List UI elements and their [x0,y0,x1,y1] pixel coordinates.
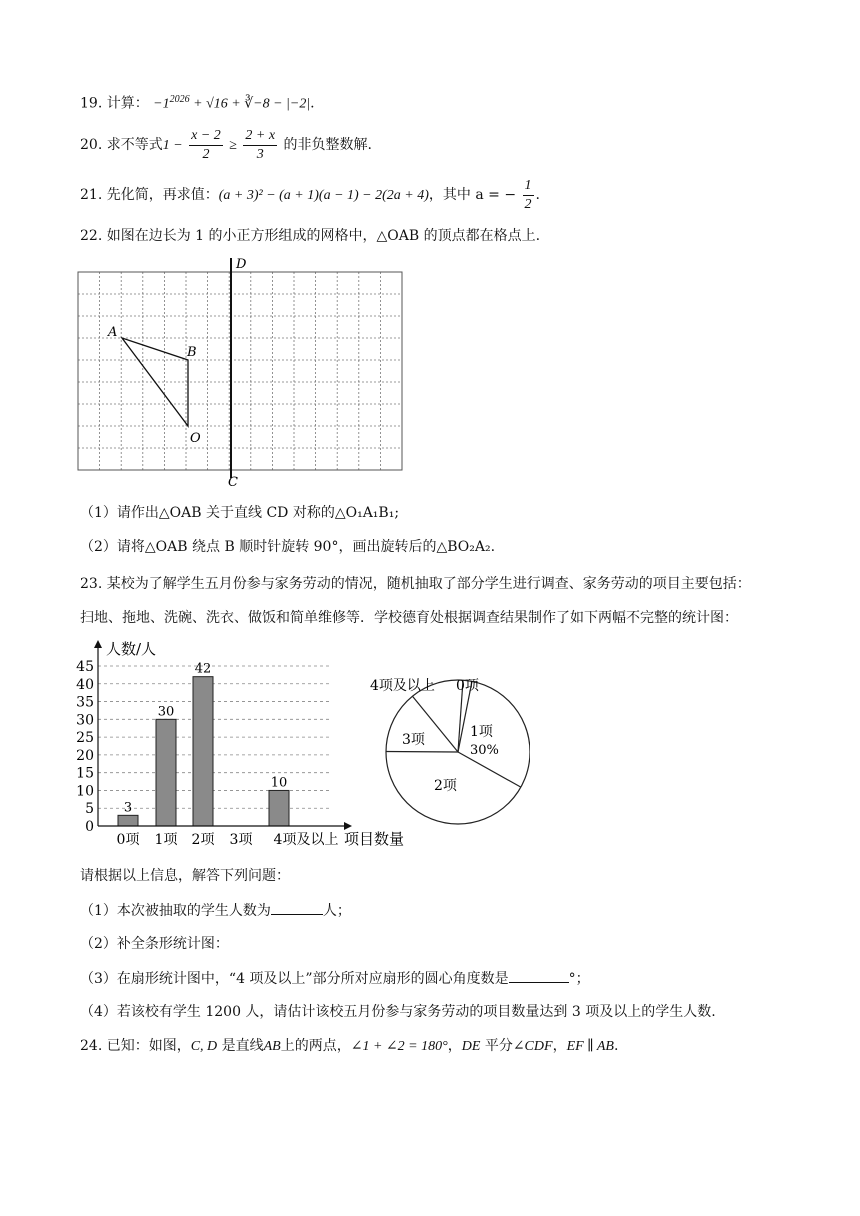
q23-text-2: 扫地、拖地、洗碗、洗衣、做饭和简单维修等．学校德育处根据调查结果制作了如下两幅不完整的统计图： [80,610,738,626]
bar-y-tick-label: 15 [76,765,94,782]
bar-y-tick-label: 35 [76,694,94,711]
bar-y-tick-label: 45 [76,659,94,675]
label-c: C [228,475,238,490]
q24-cdf: ∠CDF [512,1039,553,1054]
bar-x-tick-label: 3项 [229,832,253,848]
q24-angles: ∠1 + ∠2 = 180° [350,1039,448,1054]
bar-2 [193,677,213,826]
bar-x-tick-label: 1项 [154,832,178,848]
bar-chart-y-arrow [94,640,102,648]
q22-sub-2: （2）请将△OAB 绕点 B 顺时针旋转 90°，画出旋转后的△BO₂A₂. [80,539,496,555]
q23-answer-blank-1[interactable] [271,900,323,915]
q21-mid: ，其中 a = − [428,187,517,203]
bar-y-tick-label: 20 [76,747,94,764]
q23-sub-1: （1）本次被抽取的学生人数为 人； [80,900,351,921]
grid-figure [60,250,440,490]
bar-x-tick-label: 0项 [116,832,140,848]
q24-t3: ， [447,1038,462,1054]
q24-cd: C, D [190,1039,218,1054]
bar-y-tick-label: 40 [76,676,94,693]
q19-tail: . [310,95,315,112]
bar-x-tick-label: 2项 [191,832,215,848]
pie-chart-slices [386,680,530,824]
q20-one: 1 − [162,138,183,153]
bar-4 [269,790,289,826]
grid-lines [78,272,402,470]
bar-chart-y-ticks [76,659,94,835]
q19-expr-a: −1 [153,96,170,112]
bar-chart-xlabel: 项目数量 [344,830,405,848]
question-24 [80,1036,618,1057]
pie-label-3: 3项 [402,732,425,748]
q19-exponent: 2026 [169,94,190,105]
bar-data-label: 30 [157,704,175,720]
question-23-line-1 [80,574,751,594]
bar-data-label: 10 [270,775,288,791]
q24-prefix: 已知：如图， [106,1038,191,1054]
pie-chart [360,672,530,832]
pie-label-1: 1项 [470,724,493,740]
question-21 [80,176,540,215]
label-d: D [236,257,247,272]
bar-data-label: 42 [194,661,212,677]
bar-data-label: 3 [123,800,133,816]
q24-ef: EF ∥ AB [566,1039,614,1054]
bar-1 [156,719,176,826]
q20-fraction-2: $\frac{2 + x}{3}$ [245,127,276,162]
question-20 [80,126,372,165]
q24-number: 24. [80,1038,103,1054]
q23-prompt: 请根据以上信息，解答下列问题： [80,868,290,884]
q24-t4: 平分 [484,1038,513,1054]
bar-x-tick-label: 4项及以上 [273,832,339,848]
label-b: B [187,345,197,360]
q20-suffix: 的非负整数解. [283,137,372,153]
bar-0 [118,815,138,826]
q23-sub-3: （3）在扇形统计图中，“4 项及以上”部分所对应扇形的圆心角度数是 °； [80,968,590,989]
q23-sub-2: （2）补全条形统计图： [80,936,229,952]
grid-border [78,272,402,470]
bar-chart-ylabel: 人数/人 [106,640,157,658]
q20-ge: ≥ [229,138,237,153]
q23-number: 23. [80,576,103,592]
q22-number: 22. [80,228,103,244]
bar-y-tick-label: 0 [85,819,94,835]
q19-prefix: 计算： [106,95,149,112]
q24-ab: AB [263,1039,281,1054]
q19-expr-b: + √16 + ∛−8 − |−2| [189,96,311,112]
q21-prefix: 先化简，再求值： [106,187,219,203]
pie-label-4-plus: 4项及以上 [370,678,435,694]
q21-fraction: $\frac{1}{2}$ [524,177,532,212]
pie-label-2: 2项 [434,778,457,794]
bar-chart-gridlines [98,666,332,808]
q22-text: 如图在边长为 1 的小正方形组成的网格中，△OAB 的顶点都在格点上. [106,228,541,244]
q20-fraction-1: $\frac{x - 2}{2}$ [191,127,221,162]
bar-y-tick-label: 30 [76,712,94,729]
q23-text-1: 某校为了解学生五月份参与家务劳动的情况，随机抽取了部分学生进行调查、家务劳动的项目主要包括： [106,576,751,592]
q24-t2: 上的两点， [280,1038,351,1054]
q20-prefix: 求不等式 [106,137,163,153]
label-o: O [190,431,201,446]
bar-y-tick-label: 25 [76,730,94,747]
bar-y-tick-label: 10 [76,783,94,800]
q21-expr: (a + 3)² − (a + 1)(a − 1) − 2(2a + 4) [218,188,429,203]
bar-chart-x-arrow [344,822,352,830]
question-19 [80,90,315,115]
q21-tail: . [535,187,540,203]
q19-number: 19. [80,95,103,112]
q24-de: DE [461,1039,481,1054]
q21-number: 21. [80,187,103,203]
bar-y-tick-label: 5 [85,801,94,818]
q24-t1: 是直线 [221,1038,264,1054]
q23-answer-blank-3[interactable] [509,968,569,983]
label-a: A [108,325,118,340]
q24-tail: . [613,1038,619,1054]
q22-sub-1: （1）请作出△OAB 关于直线 CD 对称的△O₁A₁B₁; [80,505,400,521]
pie-label-0: 0项 [456,678,479,694]
bar-chart-x-labels [117,832,339,848]
pie-slice-3-edge [386,751,458,752]
q20-number: 20. [80,137,103,153]
question-22 [80,226,540,246]
bar-chart-bars [118,662,289,826]
q24-t5: ， [552,1038,567,1054]
q23-sub-4: （4）若该校有学生 1200 人，请估计该校五月份参与家务劳动的项目数量达到 3 项及以上的学生人数. [80,1004,716,1020]
pie-label-1-percent: 30% [470,743,499,758]
